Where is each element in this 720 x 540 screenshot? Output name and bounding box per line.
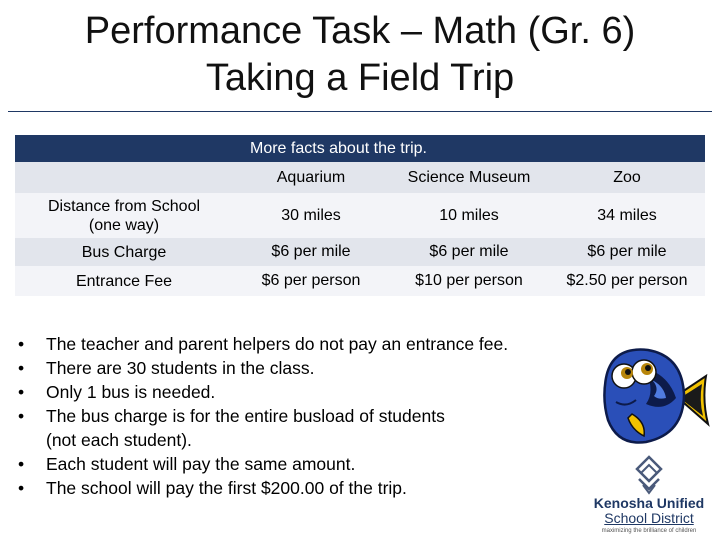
kusd-emblem-icon: [583, 455, 715, 495]
list-item: [18, 476, 598, 500]
list-item: [18, 332, 598, 356]
cell-entrance-fee-science-museum: $10 per person: [389, 266, 549, 296]
bullet-icon: •: [18, 478, 25, 498]
bullet-icon: •: [18, 358, 25, 378]
column-header-zoo: Zoo: [549, 162, 705, 193]
logo-tagline: maximizing the brilliance of children: [601, 528, 697, 534]
cell-distance-zoo: 34 miles: [549, 193, 705, 238]
list-item: [18, 380, 598, 404]
fact-text: There are 30 students in the class.: [46, 358, 315, 378]
trip-facts-table: [15, 162, 705, 296]
cell-bus-charge-aquarium: $6 per mile: [233, 238, 389, 266]
bullet-icon: •: [18, 406, 25, 426]
cell-distance-aquarium: 30 miles: [233, 193, 389, 238]
bullet-icon: •: [18, 334, 25, 354]
row-label-bus-charge: Bus Charge: [15, 238, 233, 266]
cell-entrance-fee-aquarium: $6 per person: [233, 266, 389, 296]
bullet-icon: •: [18, 382, 25, 402]
title-line-2: Taking a Field Trip: [205, 57, 515, 99]
table-header-row: [15, 162, 705, 193]
table-row-distance: [15, 193, 705, 238]
column-header-aquarium: Aquarium: [233, 162, 389, 193]
list-item: [18, 404, 598, 452]
fact-text: Each student will pay the same amount.: [46, 454, 356, 474]
bullet-icon: •: [18, 454, 25, 474]
logo-name-line-1: Kenosha Unified: [593, 495, 705, 511]
fact-text: The school will pay the first $200.00 of the trip.: [46, 478, 407, 498]
logo-name-line-2: School District: [604, 510, 694, 526]
cell-entrance-fee-zoo: $2.50 per person: [549, 266, 705, 296]
row-label-entrance-fee: Entrance Fee: [15, 266, 233, 296]
table-header-bar: [15, 135, 705, 162]
column-header-blank: [15, 162, 233, 193]
facts-list: [18, 332, 598, 500]
cell-distance-science-museum: 10 miles: [389, 193, 549, 238]
title-divider: [8, 111, 712, 112]
list-item: [18, 452, 598, 476]
fact-text: The teacher and parent helpers do not pay an entrance fee.: [46, 334, 509, 354]
cell-bus-charge-zoo: $6 per mile: [549, 238, 705, 266]
fact-text: The bus charge is for the entire busload of students (not each student).: [46, 406, 445, 450]
cartoon-fish-illustration: [598, 338, 712, 450]
table-row-bus-charge: [15, 238, 705, 266]
kusd-logo: [583, 455, 715, 537]
fact-text: Only 1 bus is needed.: [46, 382, 216, 402]
table-header-text: More facts about the trip.: [250, 140, 427, 157]
title-line-1: Performance Task – Math (Gr. 6): [84, 10, 636, 52]
table-row-entrance-fee: [15, 266, 705, 296]
row-label-distance: Distance from School (one way): [15, 193, 233, 238]
cell-bus-charge-science-museum: $6 per mile: [389, 238, 549, 266]
list-item: [18, 356, 598, 380]
column-header-science-museum: Science Museum: [389, 162, 549, 193]
slide-title: [0, 8, 720, 102]
